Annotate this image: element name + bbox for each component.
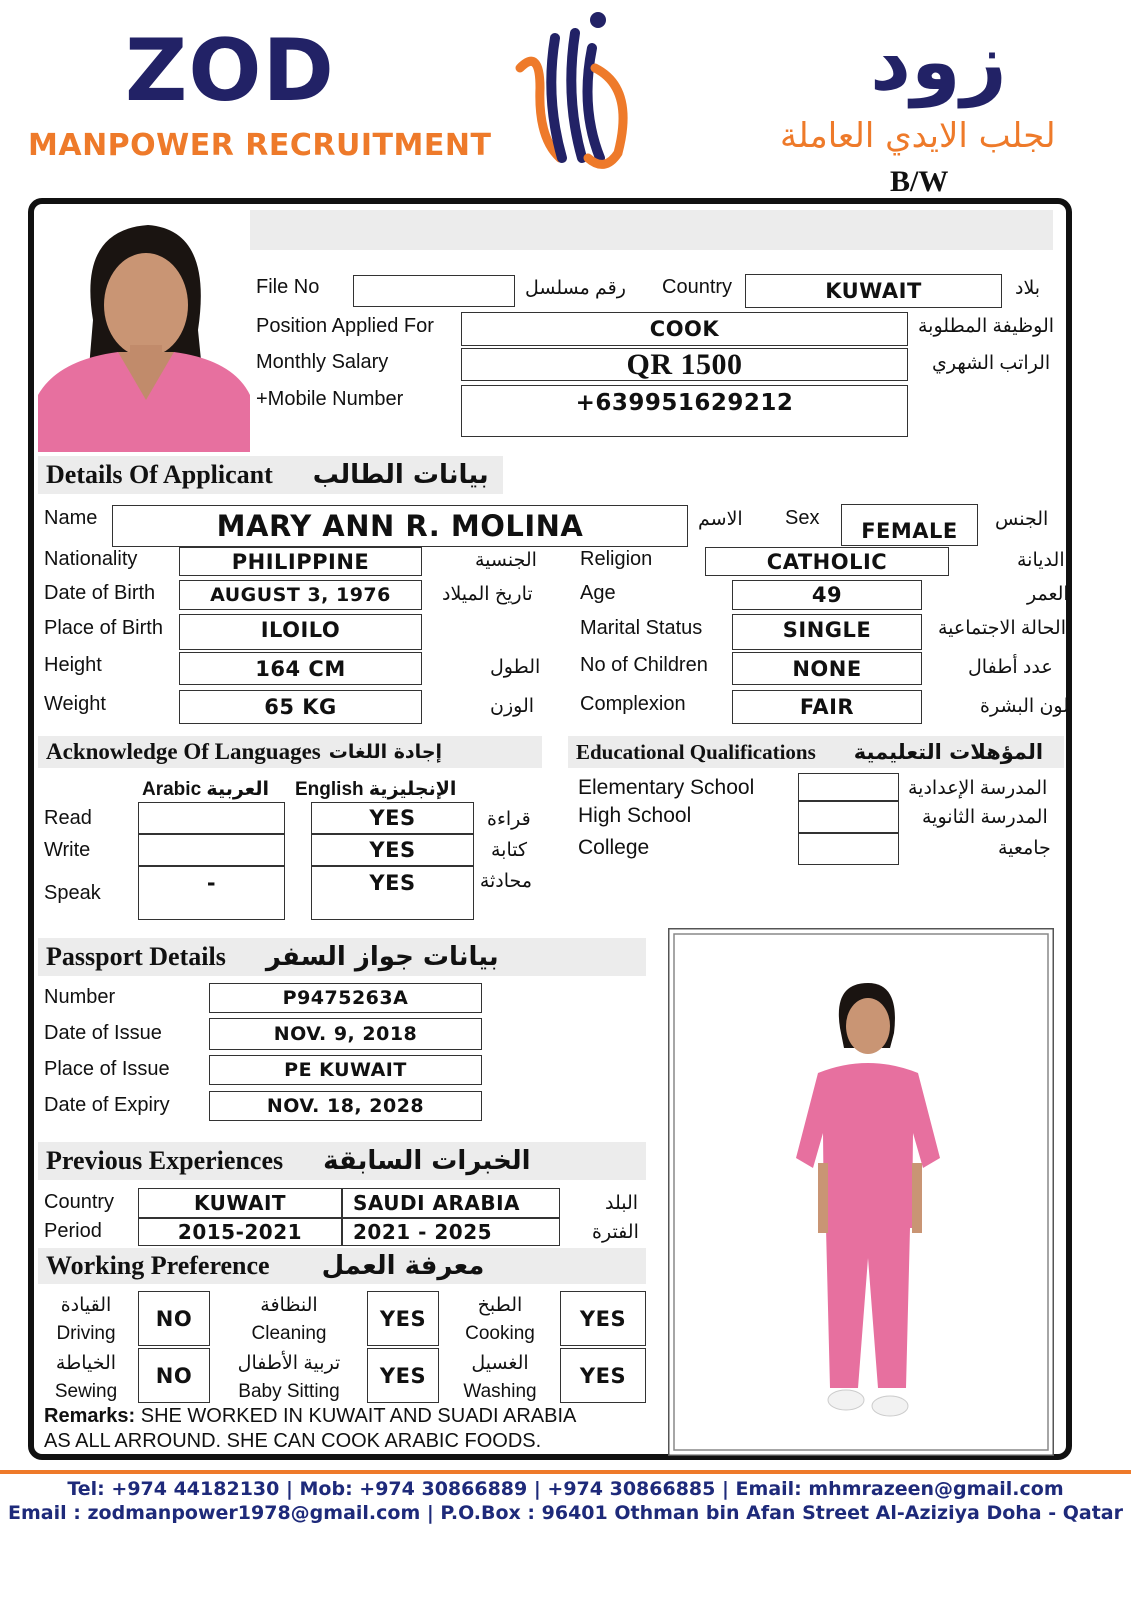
babysitting-field: YES bbox=[367, 1348, 439, 1403]
passport-number-label: Number bbox=[44, 986, 116, 1008]
read-label: Read bbox=[44, 807, 92, 829]
dob-arabic: تاريخ الميلاد bbox=[442, 584, 533, 605]
write-label: Write bbox=[44, 839, 91, 861]
religion-arabic: الديانة bbox=[1017, 550, 1065, 571]
religion-label: Religion bbox=[580, 548, 653, 570]
experience-title: Previous Experiences bbox=[46, 1146, 284, 1175]
age-field: 49 bbox=[732, 580, 922, 610]
height-field: 164 CM bbox=[179, 652, 422, 685]
marital-label: Marital Status bbox=[580, 617, 703, 639]
weight-arabic: الوزن bbox=[490, 696, 535, 717]
complexion-field: FAIR bbox=[732, 690, 922, 724]
passport-title-arabic: بيانات جواز السفر bbox=[265, 942, 499, 972]
passport-issue-field: NOV. 9, 2018 bbox=[209, 1018, 482, 1050]
weight-label: Weight bbox=[44, 693, 106, 715]
mobile-field: +639951629212 bbox=[461, 385, 908, 437]
languages-title: Acknowledge Of Languages bbox=[46, 739, 321, 764]
children-field: NONE bbox=[732, 652, 922, 685]
driving-field: NO bbox=[138, 1291, 210, 1346]
washing-field: YES bbox=[560, 1348, 646, 1403]
speak-arabic: محادثة bbox=[479, 871, 532, 892]
applicant-portrait-photo bbox=[38, 210, 250, 452]
driving-label: القيادة Driving bbox=[56, 1295, 116, 1344]
passport-title: Passport Details bbox=[46, 942, 226, 971]
exp-country-2: SAUDI ARABIA bbox=[342, 1188, 560, 1218]
remarks-text: SHE WORKED IN KUWAIT AND SUADI ARABIA bbox=[140, 1405, 577, 1427]
nationality-arabic: الجنسية bbox=[475, 550, 537, 571]
sewing-field: NO bbox=[138, 1348, 210, 1403]
experience-title-arabic: الخبرات السابقة bbox=[323, 1146, 531, 1176]
salary-field: QR 1500 bbox=[461, 348, 908, 381]
brand-subtitle: MANPOWER RECRUITMENT bbox=[28, 128, 492, 163]
position-label: Position Applied For bbox=[256, 315, 434, 337]
washing-label: الغسيل Washing bbox=[463, 1353, 537, 1402]
arabic-speak-field: - bbox=[138, 866, 285, 920]
preference-title-arabic: معرفة العمل bbox=[321, 1251, 485, 1281]
marital-field: SINGLE bbox=[732, 614, 922, 650]
dob-field: AUGUST 3, 1976 bbox=[179, 580, 422, 610]
children-label: No of Children bbox=[580, 654, 708, 676]
marital-arabic: الحالة الاجتماعية bbox=[938, 618, 1066, 639]
cleaning-label: النظافة Cleaning bbox=[251, 1295, 327, 1344]
mobile-label: +Mobile Number bbox=[256, 388, 404, 410]
name-arabic: الاسم bbox=[698, 509, 743, 530]
college-arabic: جامعية bbox=[998, 838, 1051, 859]
document-code: B/W bbox=[890, 165, 949, 198]
name-field: MARY ANN R. MOLINA bbox=[112, 505, 688, 547]
passport-section-header bbox=[38, 938, 646, 976]
education-title-arabic: المؤهلات التعليمية bbox=[853, 740, 1044, 764]
weight-field: 65 KG bbox=[179, 690, 422, 724]
exp-period-2: 2021 - 2025 bbox=[342, 1218, 560, 1246]
height-arabic: الطول bbox=[490, 657, 541, 678]
elementary-arabic: المدرسة الإعدادية bbox=[908, 778, 1048, 799]
english-read-field: YES bbox=[311, 802, 474, 834]
read-arabic: قراءة bbox=[487, 809, 531, 830]
english-write-field: YES bbox=[311, 834, 474, 866]
cooking-label: الطبخ Cooking bbox=[465, 1295, 535, 1344]
header-band bbox=[250, 210, 1053, 250]
education-title: Educational Qualifications bbox=[576, 739, 816, 764]
age-arabic: العمر bbox=[1027, 584, 1069, 605]
details-section-header bbox=[38, 456, 503, 494]
remarks-text-2: AS ALL ARROUND. SHE CAN COOK ARABIC FOODS. bbox=[44, 1430, 542, 1452]
exp-country-arabic: البلد bbox=[605, 1193, 639, 1214]
sex-label: Sex bbox=[785, 507, 820, 529]
babysitting-label: تربية الأطفال Baby Sitting bbox=[237, 1353, 341, 1402]
exp-period-label: Period bbox=[44, 1220, 102, 1242]
pob-field: ILOILO bbox=[179, 614, 422, 650]
file-no-field bbox=[353, 275, 515, 307]
salary-arabic: الراتب الشهري bbox=[932, 353, 1051, 374]
passport-expiry-field: NOV. 18, 2028 bbox=[209, 1091, 482, 1121]
country-field: KUWAIT bbox=[745, 274, 1002, 308]
sewing-label: الخياطة Sewing bbox=[54, 1353, 118, 1402]
exp-country-label: Country bbox=[44, 1191, 115, 1213]
passport-place-label: Place of Issue bbox=[44, 1058, 170, 1080]
highschool-field bbox=[798, 801, 899, 833]
sex-arabic: الجنس bbox=[995, 509, 1049, 530]
arabic-col-header: Arabic العربية bbox=[142, 779, 270, 800]
footer-address-line: Email : zodmanpower1978@gmail.com | P.O.Box : 96401 Othman bin Afan Street Al-Aziziya Doha - Qatar bbox=[8, 1502, 1123, 1524]
speak-label: Speak bbox=[44, 882, 101, 904]
brand-logo-text: ZOD bbox=[125, 21, 335, 121]
sex-field: FEMALE bbox=[841, 504, 978, 546]
file-no-arabic: رقم مسلسل bbox=[525, 278, 626, 299]
footer-contact-line: Tel: +974 44182130 | Mob: +974 30866889 | +974 30866885 | Email: mhmrazeen@gmail.com bbox=[67, 1478, 1064, 1500]
passport-issue-label: Date of Issue bbox=[44, 1022, 162, 1044]
nationality-field: PHILIPPINE bbox=[179, 547, 422, 576]
dob-label: Date of Birth bbox=[44, 582, 156, 604]
passport-number-field: P9475263A bbox=[209, 983, 482, 1013]
college-label: College bbox=[578, 836, 650, 859]
cleaning-field: YES bbox=[367, 1291, 439, 1346]
arabic-write-field bbox=[138, 834, 285, 866]
salary-label: Monthly Salary bbox=[256, 351, 389, 373]
position-field: COOK bbox=[461, 312, 908, 346]
details-title-arabic: بيانات الطالب bbox=[312, 460, 489, 490]
experience-section-header bbox=[38, 1142, 646, 1180]
highschool-label: High School bbox=[578, 804, 692, 827]
english-speak-field: YES bbox=[311, 866, 474, 920]
footer-divider bbox=[0, 1470, 1131, 1474]
remarks-label: Remarks: bbox=[44, 1405, 136, 1427]
preference-section-header bbox=[38, 1248, 646, 1284]
religion-field: CATHOLIC bbox=[705, 547, 949, 576]
exp-country-1: KUWAIT bbox=[138, 1188, 342, 1218]
country-label: Country bbox=[662, 276, 733, 298]
complexion-arabic: لون البشرة bbox=[980, 696, 1070, 717]
education-section-header bbox=[568, 736, 1064, 768]
cooking-field: YES bbox=[560, 1291, 646, 1346]
write-arabic: كتابة bbox=[491, 840, 528, 861]
remarks-block bbox=[44, 1404, 576, 1454]
elementary-label: Elementary School bbox=[578, 776, 755, 799]
elementary-field bbox=[798, 773, 899, 801]
details-title: Details Of Applicant bbox=[46, 460, 273, 489]
height-label: Height bbox=[44, 654, 102, 676]
pob-label: Place of Birth bbox=[44, 617, 163, 639]
passport-place-field: PE KUWAIT bbox=[209, 1055, 482, 1085]
nationality-label: Nationality bbox=[44, 548, 138, 570]
applicant-fullbody-photo bbox=[668, 928, 1054, 1456]
name-label: Name bbox=[44, 507, 98, 529]
languages-title-arabic: إجادة اللغات bbox=[328, 741, 443, 763]
languages-section-header bbox=[38, 736, 542, 768]
college-field bbox=[798, 833, 899, 865]
brand-emblem-icon bbox=[500, 8, 640, 173]
brand-logo-arabic: زود bbox=[870, 15, 1007, 108]
age-label: Age bbox=[580, 582, 616, 604]
country-arabic: بلاد bbox=[1015, 278, 1041, 299]
children-arabic: عدد أطفال bbox=[968, 657, 1053, 678]
position-arabic: الوظيفة المطلوبة bbox=[918, 316, 1055, 337]
exp-period-1: 2015-2021 bbox=[138, 1218, 342, 1246]
complexion-label: Complexion bbox=[580, 693, 686, 715]
arabic-read-field bbox=[138, 802, 285, 834]
brand-subtitle-arabic: لجلب الايدي العاملة bbox=[780, 116, 1056, 156]
highschool-arabic: المدرسة الثانوية bbox=[922, 807, 1048, 828]
preference-title: Working Preference bbox=[46, 1251, 270, 1280]
exp-period-arabic: الفترة bbox=[592, 1222, 639, 1243]
file-no-label: File No bbox=[256, 276, 320, 298]
english-col-header: English الإنجليزية bbox=[295, 779, 457, 800]
passport-expiry-label: Date of Expiry bbox=[44, 1094, 170, 1116]
